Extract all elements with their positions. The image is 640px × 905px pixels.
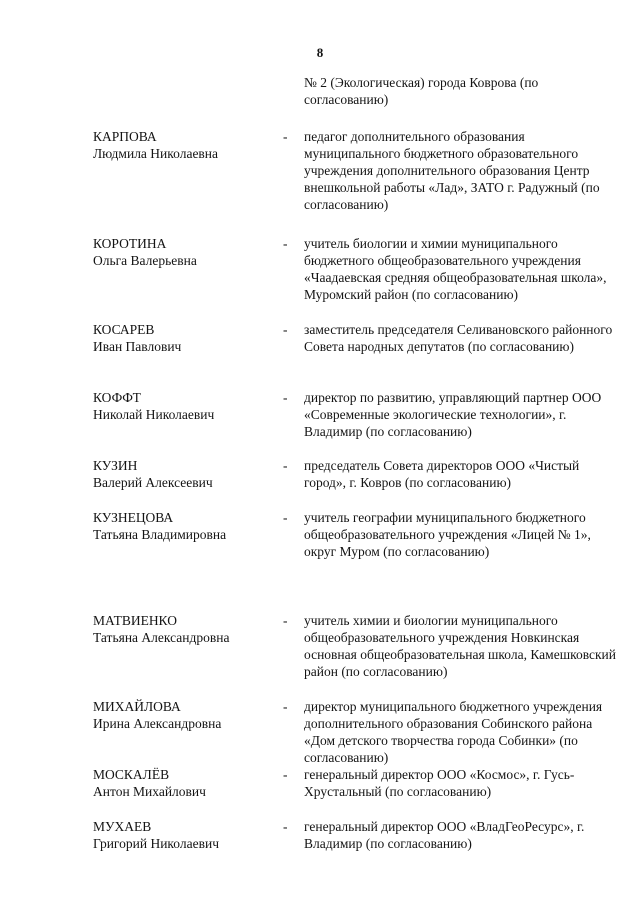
member-name <box>93 509 278 543</box>
member-name <box>93 612 278 646</box>
member-given-name: Иван Павлович <box>93 339 182 354</box>
member-description: директор по развитию, управляющий партнер ООО «Современные экологические технологии», г. Владимир (по согласованию) <box>304 390 602 439</box>
member-surname: МУХАЕВ <box>93 819 152 834</box>
member-name <box>93 389 278 423</box>
continuation-text: № 2 (Экологическая) города Коврова (по согласованию) <box>304 75 539 107</box>
member-name <box>93 457 278 491</box>
member-surname: КУЗИН <box>93 458 138 473</box>
separator-dash: - <box>283 322 288 337</box>
member-given-name: Татьяна Александровна <box>93 630 230 645</box>
member-description: учитель биологии и химии муниципального бюджетного общеобразовательного учреждения «Чаадаевская средняя общеобразовательная школа», Муромский район (по согласованию) <box>304 236 607 302</box>
separator-dash: - <box>283 129 288 144</box>
member-name <box>93 766 278 800</box>
member-surname: МАТВИЕНКО <box>93 613 177 628</box>
member-surname: КАРПОВА <box>93 129 157 144</box>
member-given-name: Людмила Николаевна <box>93 146 219 161</box>
member-given-name: Ольга Валерьевна <box>93 253 197 268</box>
member-description: председатель Совета директоров ООО «Чистый город», г. Ковров (по согласованию) <box>304 458 580 490</box>
separator-dash: - <box>283 390 288 405</box>
member-description: генеральный директор ООО «ВладГеоРесурс», г. Владимир (по согласованию) <box>304 819 585 851</box>
member-given-name: Ирина Александровна <box>93 716 222 731</box>
member-given-name: Григорий Николаевич <box>93 836 219 851</box>
member-given-name: Татьяна Владимировна <box>93 527 227 542</box>
member-description: заместитель председателя Селивановского районного Совета народных депутатов (по согласованию) <box>304 322 613 354</box>
member-name <box>93 321 278 355</box>
member-name <box>93 698 278 732</box>
member-given-name: Николай Николаевич <box>93 407 215 422</box>
page-number: 8 <box>316 45 324 60</box>
member-name <box>93 235 278 269</box>
member-surname: КУЗНЕЦОВА <box>93 510 174 525</box>
member-surname: МОСКАЛЁВ <box>93 767 170 782</box>
separator-dash: - <box>283 699 288 714</box>
separator-dash: - <box>283 458 288 473</box>
member-surname: МИХАЙЛОВА <box>93 699 181 714</box>
member-given-name: Валерий Алексеевич <box>93 475 213 490</box>
member-description: учитель географии муниципального бюджетного общеобразовательного учреждения «Лицей № 1», округ Муром (по согласованию) <box>304 510 591 559</box>
member-description: директор муниципального бюджетного учреждения дополнительного образования Собинского района «Дом детского творчества города Собинки» (по согласованию) <box>304 699 603 765</box>
member-name <box>93 128 278 162</box>
member-surname: КОРОТИНА <box>93 236 167 251</box>
separator-dash: - <box>283 819 288 834</box>
separator-dash: - <box>283 767 288 782</box>
member-given-name: Антон Михайлович <box>93 784 206 799</box>
member-description: учитель химии и биологии муниципального общеобразовательного учреждения Новкинская основная общеобразовательная школа, Камешковский район (по согласованию) <box>304 613 617 679</box>
separator-dash: - <box>283 510 288 525</box>
member-name <box>93 818 278 852</box>
member-surname: КОСАРЕВ <box>93 322 155 337</box>
separator-dash: - <box>283 236 288 251</box>
separator-dash: - <box>283 613 288 628</box>
member-description: генеральный директор ООО «Космос», г. Гусь-Хрустальный (по согласованию) <box>304 767 575 799</box>
member-surname: КОФФТ <box>93 390 141 405</box>
member-description: педагог дополнительного образования муниципального бюджетного образовательного учреждения дополнительного образования Центр внешкольной работы «Лад», ЗАТО г. Радужный (по согласованию) <box>304 129 600 212</box>
